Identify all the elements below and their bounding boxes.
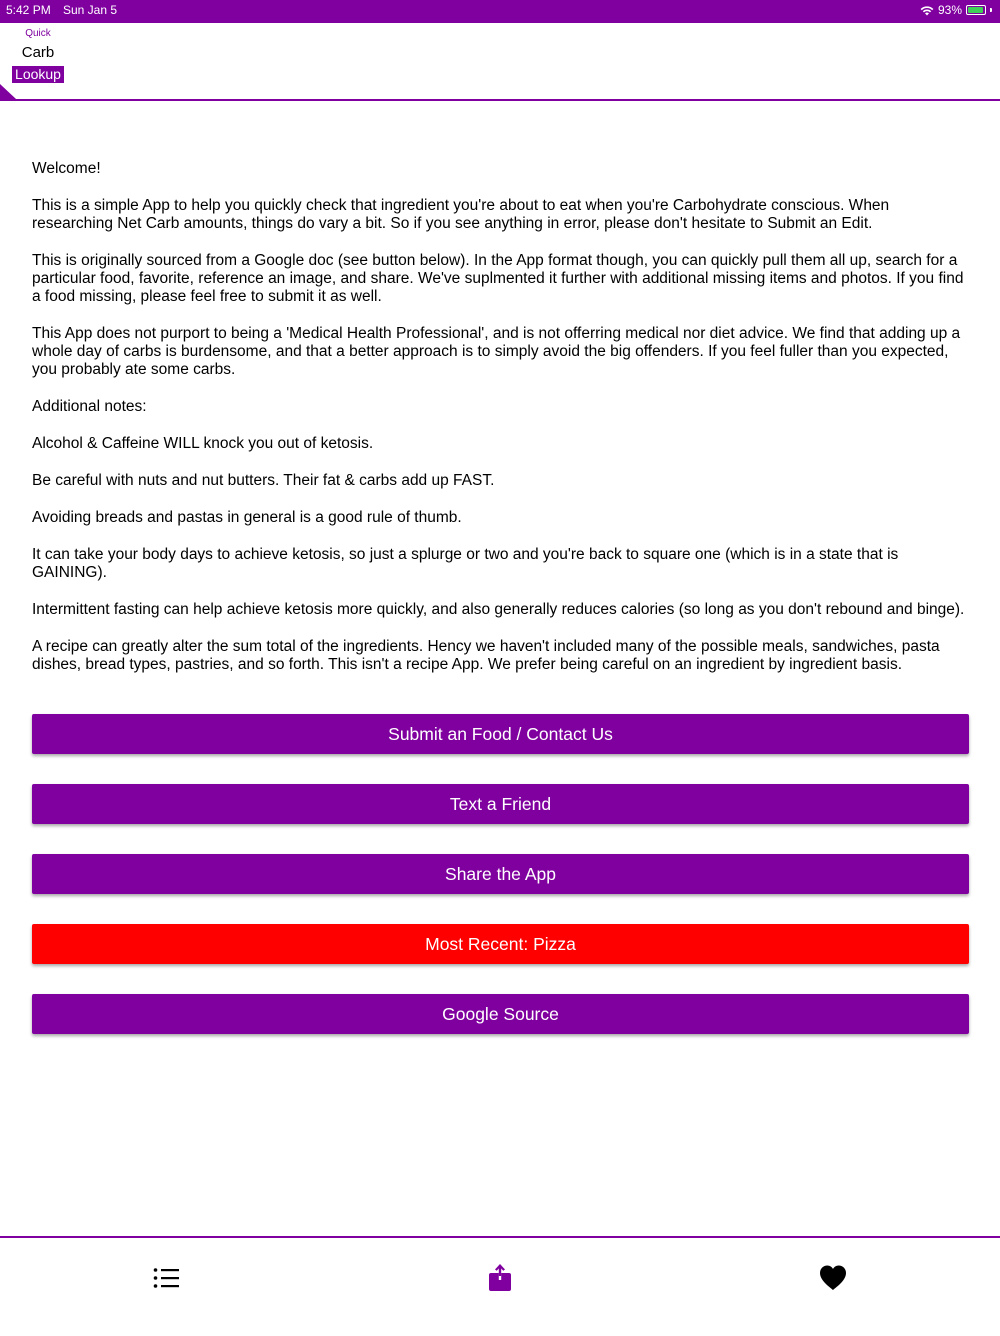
intro-paragraph: This is a simple App to help you quickly check that ingredient you're about to eat when you're Carbohydrate conscious. When researching Net Carb amounts, things do vary a bit. So if you see anything in error, please don't hesitate to Submit an Edit. [32,197,890,232]
note-alcohol: Alcohol & Caffeine WILL knock you out of ketosis. [32,435,374,452]
action-buttons [32,714,969,1064]
disclaimer-paragraph: This App does not purport to being a 'Medical Health Professional', and is not offerring medical nor diet advice. We find that adding up a whole day of carbs is burdensome, and that a better approach is to simply avoid the big offenders. If you feel fuller than you expected, you probably ate some carbs. [32,325,961,378]
wifi-icon [920,5,934,16]
heart-icon[interactable] [818,1263,848,1293]
note-fasting: Intermittent fasting can help achieve ketosis more quickly, and also generally reduces calories (so long as you don't rebound and binge). [32,601,965,618]
note-recipe: A recipe can greatly alter the sum total of the ingredients. Hency we haven't included many of the possible meals, sandwiches, pasta dishes, bread types, pastries, and so forth. This isn't a recipe App. We prefer being careful on an ingredient by ingredient basis. [32,638,940,673]
app-header [0,23,1000,100]
status-time: 5:42 PM [6,3,51,17]
submit-food-button[interactable]: Submit an Food / Contact Us [32,714,969,754]
source-paragraph: This is originally sourced from a Google doc (see button below). In the App format though, you can quickly pull them all up, search for a particular food, favorite, reference an image, and share. We've suplmented it further with additional missing items and photos. If you find a food missing, please feel free to submit it as well. [32,252,964,305]
status-indicators [920,3,992,17]
status-bar [0,0,1000,23]
logo-quick-text: Quick [25,28,51,39]
status-date: Sun Jan 5 [63,3,118,17]
battery-percent: 93% [937,3,962,17]
battery-tip [990,8,992,12]
note-nuts: Be careful with nuts and nut butters. Their fat & carbs add up FAST. [32,472,495,489]
list-icon[interactable] [152,1263,182,1293]
share-icon[interactable] [485,1263,515,1293]
note-ketosis: It can take your body days to achieve ketosis, so just a splurge or two and you're back to square one (which is in a state that is GAINING). [32,546,899,581]
notes-heading: Additional notes: [32,398,147,415]
logo-carb-text: Carb [21,44,55,61]
text-friend-button[interactable]: Text a Friend [32,784,969,824]
welcome-heading: Welcome! [32,160,101,177]
note-breads: Avoiding breads and pastas in general is a good rule of thumb. [32,509,462,526]
share-app-button[interactable]: Share the App [32,854,969,894]
welcome-content [32,160,972,693]
app-logo [11,28,65,84]
header-divider [0,99,1000,101]
header-corner-decoration [0,84,16,99]
battery-fill [968,7,983,13]
battery-icon [966,5,986,15]
logo-lookup-text: Lookup [12,66,64,83]
google-source-button[interactable]: Google Source [32,994,969,1034]
tab-bar [0,1236,1000,1336]
most-recent-button[interactable]: Most Recent: Pizza [32,924,969,964]
